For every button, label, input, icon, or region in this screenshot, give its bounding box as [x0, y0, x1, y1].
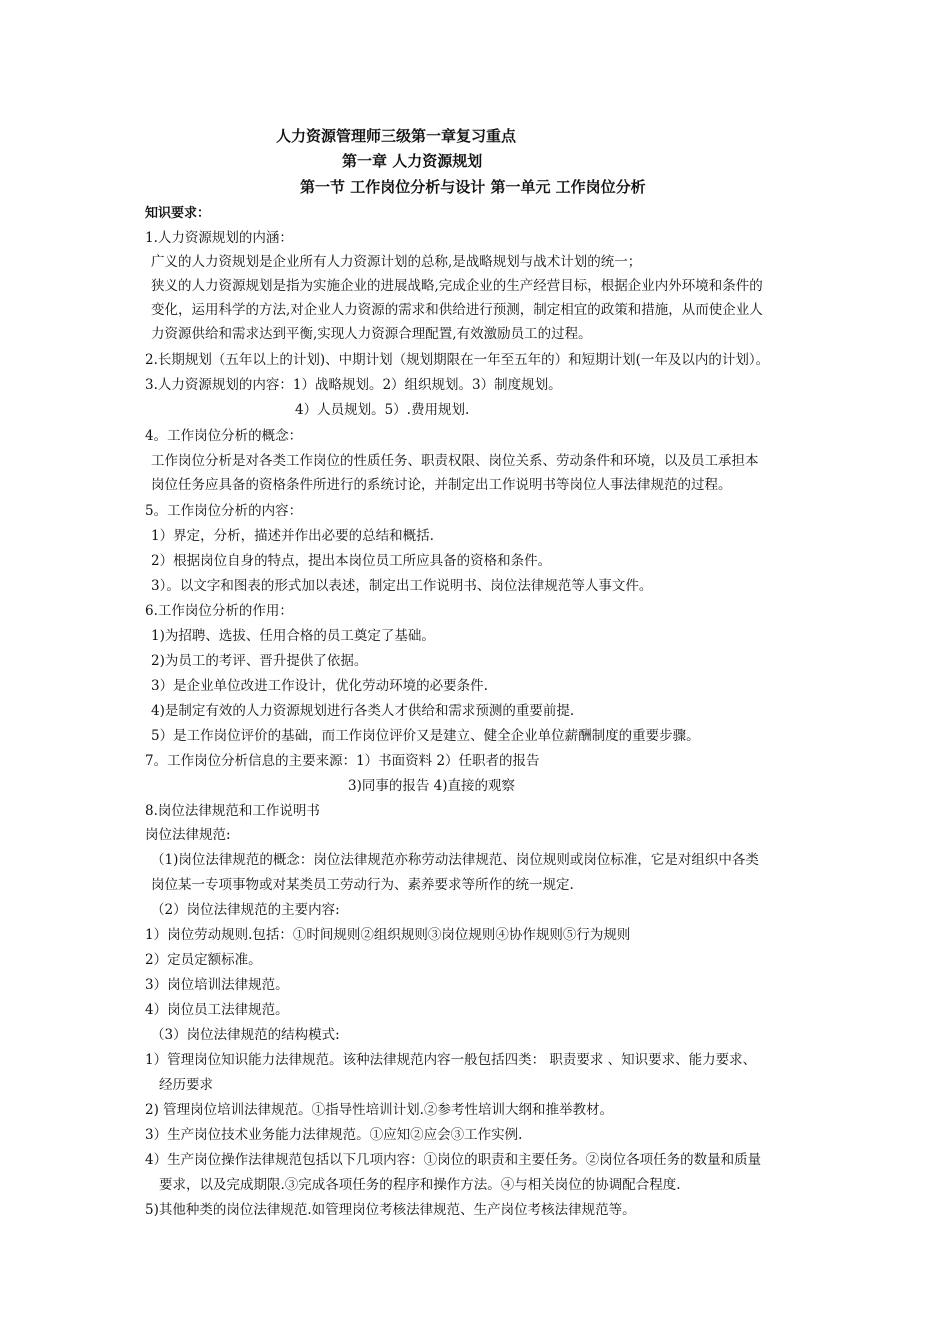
item-5-b: 2）根据岗位自身的特点，提出本岗位员工所应具备的资格和条件。 [151, 553, 552, 569]
item-5-a: 1）界定，分析，描述并作出必要的总结和概括. [151, 528, 434, 544]
item-6-b: 2)为员工的考评、晋升提供了依据。 [151, 653, 368, 669]
job-spec-main-content: （2）岗位法律规范的主要内容: [151, 902, 340, 918]
structure-4-cont: 要求，以及完成期限.③完成各项任务的程序和操作方法。④与相关岗位的协调配合程度. [159, 1177, 681, 1193]
item-3: 3.人力资源规划的内容：1）战略规划。2）组织规划。3）制度规划。 [145, 377, 562, 393]
job-spec-concept-line1: （1)岗位法律规范的概念：岗位法律规范亦称劳动法律规范、岗位规则或岗位标准，它是对组织中各类 [151, 852, 759, 868]
item-6-c: 3）是企业单位改进工作设计，优化劳动环境的必要条件. [151, 678, 488, 694]
item-1-narrow-line1: 狭义的人力资源规划是指为实施企业的进展战略,完成企业的生产经营目标，根据企业内外环境和条件的 [151, 278, 763, 294]
item-7: 7。工作岗位分析信息的主要来源：1）书面资料 2）任职者的报告 [145, 753, 540, 769]
structure-1-cont: 经历要求 [159, 1077, 213, 1093]
item-1-narrow-line2: 变化，运用科学的方法,对企业人力资源的需求和供给进行预测，制定相宜的政策和措施，从而使企业人 [151, 302, 763, 318]
knowledge-requirements-label: 知识要求： [145, 206, 211, 221]
section-heading: 第一节 工作岗位分析与设计 第一单元 工作岗位分析 [300, 178, 646, 196]
job-spec-label: 岗位法律规范: [145, 827, 231, 843]
item-4-heading: 4。工作岗位分析的概念： [145, 428, 303, 444]
structure-1: 1）管理岗位知识能力法律规范。该种法律规范内容一般包括四类： 职责要求 、知识要求、能力要求、 [145, 1052, 757, 1068]
item-1-broad: 广义的人力资规划是企业所有人力资源计划的总称,是战略规划与战术计划的统一； [151, 254, 642, 270]
job-spec-3: 3）岗位培训法律规范。 [145, 977, 289, 993]
item-1-heading: 1.人力资源规划的内涵： [145, 230, 293, 246]
structure-4: 4）生产岗位操作法律规范包括以下几项内容：①岗位的职责和主要任务。②岗位各项任务的数量和质量 [145, 1152, 762, 1168]
item-6-heading: 6.工作岗位分析的作用： [145, 603, 293, 619]
job-spec-structure: （3）岗位法律规范的结构模式: [151, 1027, 340, 1043]
item-7-cont: 3)同事的报告 4)直接的观察 [348, 778, 516, 794]
structure-2: 2) 管理岗位培训法律规范。①指导性培训计划.②参考性培训大纲和推举教材。 [145, 1102, 613, 1118]
job-spec-4: 4）岗位员工法律规范。 [145, 1002, 289, 1018]
item-6-e: 5）是工作岗位评价的基础，而工作岗位评价又是建立、健全企业单位薪酬制度的重要步骤。 [151, 728, 700, 744]
doc-title: 人力资源管理师三级第一章复习重点 [276, 127, 517, 145]
item-4-line2: 岗位任务应具备的资格条件所进行的系统讨论，并制定出工作说明书等岗位人事法律规范的过程。 [151, 477, 732, 493]
job-spec-1: 1）岗位劳动规则.包括：①时间规则②组织规则③岗位规则④协作规则⑤行为规则 [145, 927, 631, 943]
item-4-line1: 工作岗位分析是对各类工作岗位的性质任务、职责权限、岗位关系、劳动条件和环境，以及员工承担本 [151, 453, 759, 469]
structure-5: 5)其他种类的岗位法律规范.如管理岗位考核法律规范、生产岗位考核法律规范等。 [145, 1202, 636, 1218]
chapter-heading: 第一章 人力资源规划 [342, 152, 483, 170]
item-3-cont: 4）人员规划。5）.费用规划. [295, 402, 470, 418]
job-spec-concept-line2: 岗位某一专项事物或对某类员工劳动行为、素养要求等所作的统一规定. [151, 877, 574, 893]
item-5-heading: 5。工作岗位分析的内容： [145, 503, 303, 519]
job-spec-2: 2）定员定额标准。 [145, 952, 262, 968]
item-2: 2.长期规划（五年以上的计划)、中期计划（规划期限在一年至五年的）和短期计划(一年及以内的计划）。 [145, 352, 770, 368]
item-6-d: 4)是制定有效的人力资源规划进行各类人才供给和需求预测的重要前提. [151, 703, 575, 719]
item-5-c: 3）。以文字和图表的形式加以表述，制定出工作说明书、岗位法律规范等人事文件。 [151, 578, 653, 594]
structure-3: 3）生产岗位技术业务能力法律规范。①应知②应会③工作实例. [145, 1127, 523, 1143]
item-1-narrow-line3: 力资源供给和需求达到平衡,实现人力资源合理配置,有效激励员工的过程。 [151, 326, 592, 342]
item-6-a: 1)为招聘、选拔、任用合格的员工奠定了基础。 [151, 628, 435, 644]
item-8-heading: 8.岗位法律规范和工作说明书 [145, 803, 320, 819]
